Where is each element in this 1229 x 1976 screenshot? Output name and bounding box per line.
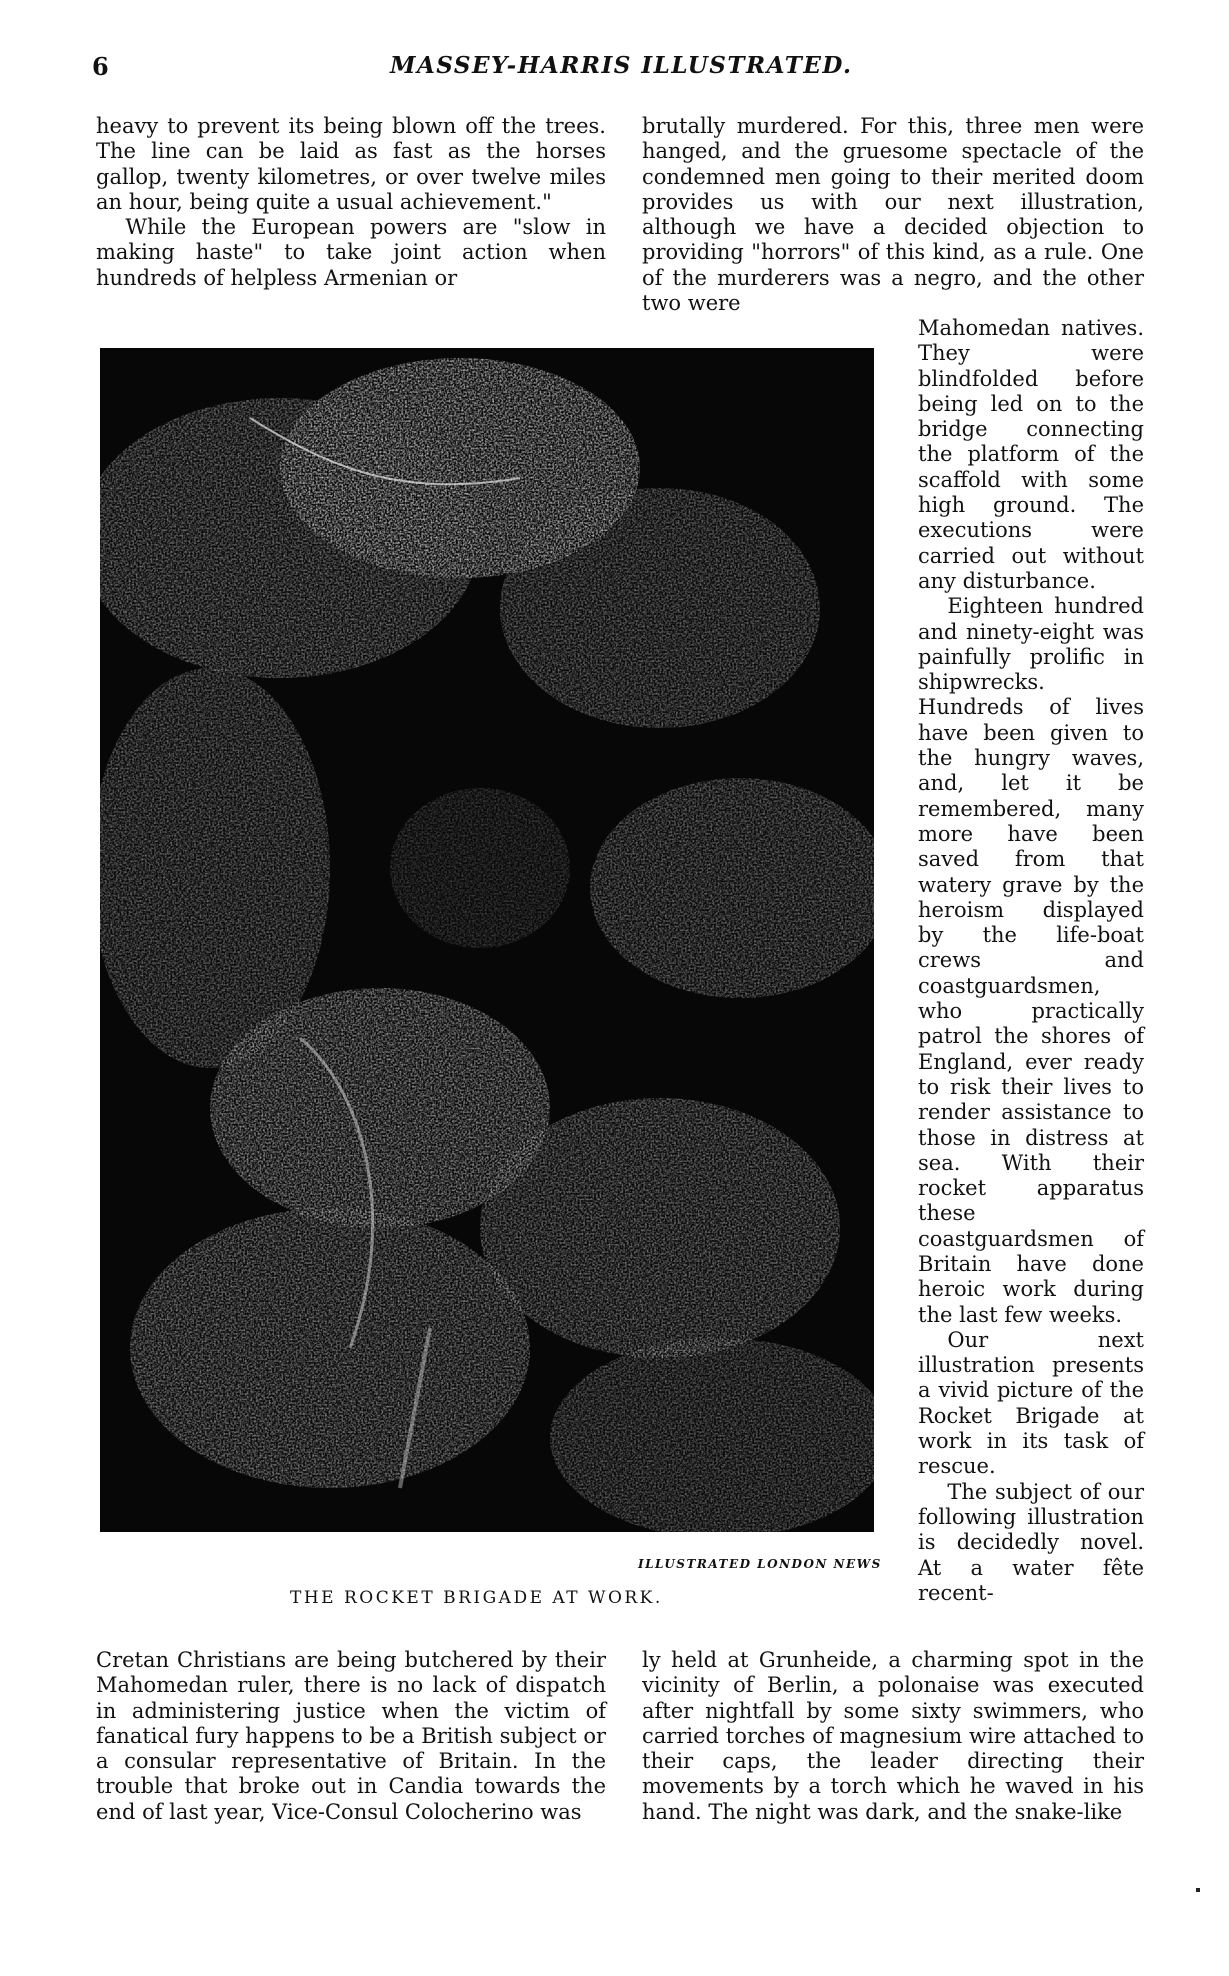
paragraph: heavy to prevent its being blown off the trees. The line can be laid as fast as the horses gallop, twenty kilometres, or over twelve miles an hour, being quite a usual achievement." [96, 114, 606, 214]
paragraph: Eighteen hundred and ninety-eight was painfully prolific in shipwrecks. Hundreds of lives have been given to the hungry waves, and, let it be remembered, many more have been saved from that watery grave by the heroism displayed by the life-boat crews and coastguardsmen, who practically patrol the shores of England, ever ready to risk their lives to render assistance to those in distress at sea. With their rocket apparatus these coastguardsmen of Britain have done heroic work during the last few weeks. [918, 594, 1144, 1327]
paragraph: Our next illustration presents a vivid picture of the Rocket Brigade at work in its task of rescue. [918, 1327, 1144, 1479]
paragraph: The subject of our following illustration is decidedly novel. At a water fête recent- [918, 1479, 1144, 1605]
column-right-bottom [642, 1648, 1144, 1825]
running-title: MASSEY-HARRIS ILLUSTRATED. [390, 52, 853, 79]
print-mark [1196, 1888, 1200, 1892]
illustration-caption: THE ROCKET BRIGADE AT WORK. [290, 1588, 663, 1608]
page-number: 6 [92, 52, 109, 81]
rocket-brigade-illustration [100, 348, 874, 1532]
engraving-image [100, 348, 874, 1532]
column-left-bottom [96, 1648, 606, 1825]
paragraph: While the European powers are "slow in making haste" to take joint action when hundreds of helpless Armenian or [96, 215, 606, 290]
paragraph: ly held at Grunheide, a charming spot in the vicinity of Berlin, a polonaise was executed after nightfall by some sixty swimmers, who carried torches of magnesium wire attached to their caps, the leader directing their movements by a torch which he waved in his hand. The night was dark, and the snake-like [642, 1648, 1144, 1824]
column-narrow [918, 316, 1144, 1606]
paragraph: Mahomedan natives. They were blindfolded before being led on to the bridge connecting the platform of the scaffold with some high ground. The executions were carried out without any disturbance. [918, 316, 1144, 593]
column-right-top [642, 114, 1144, 316]
illustration-credit: ILLUSTRATED LONDON NEWS [638, 1557, 882, 1571]
column-left-top [96, 114, 606, 291]
paragraph: Cretan Christians are being butchered by their Mahomedan ruler, there is no lack of dispatch in administering justice when the victim of fanatical fury happens to be a British subject or a consular representative of Britain. In the trouble that broke out in Candia towards the end of last year, Vice-Consul Colocherino was [96, 1648, 606, 1824]
paragraph: brutally murdered. For this, three men were hanged, and the gruesome spectacle of the condemned men going to their merited doom provides us with our next illustration, although we have a decided objection to providing "horrors" of this kind, as a rule. One of the murderers was a negro, and the other two were [642, 114, 1144, 316]
